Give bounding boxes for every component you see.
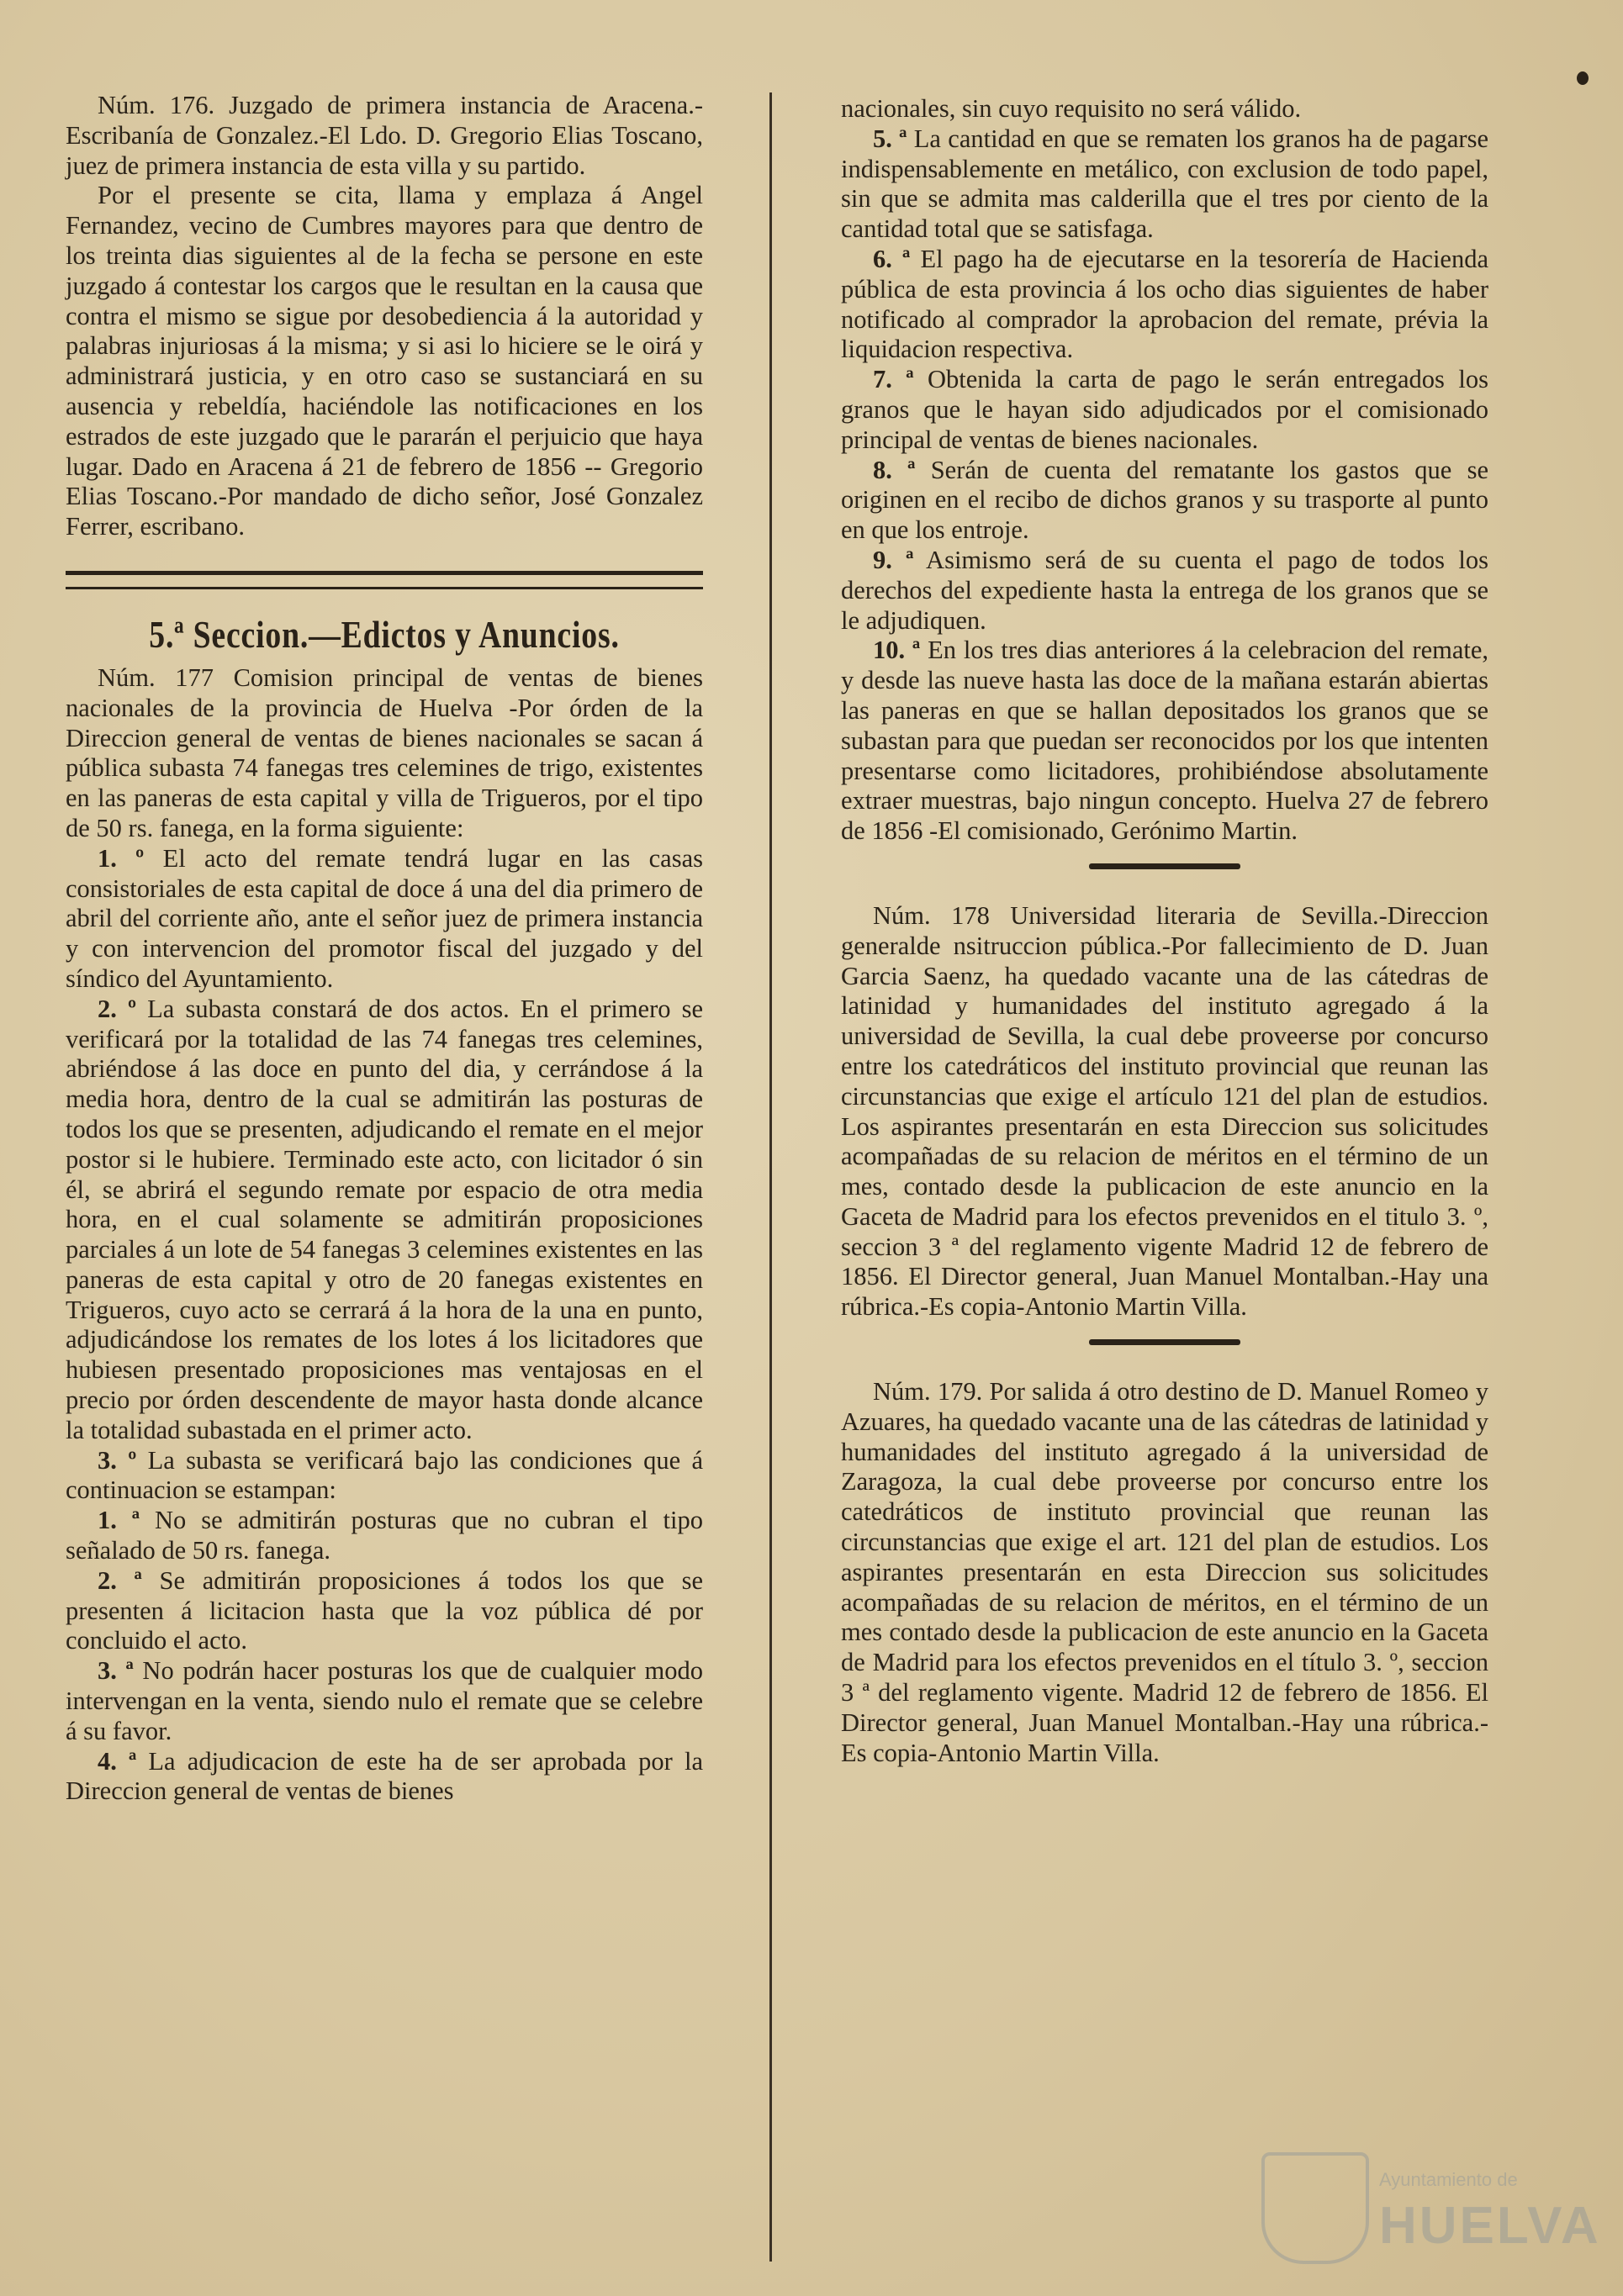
watermark-line2: HUELVA <box>1379 2197 1601 2255</box>
clause-3-text: La subasta se verificará bajo las condiciones que á continuacion se estampan: <box>66 1445 703 1505</box>
notice-176-header-text: Juzgado de primera instancia de Aracena.-Escribanía de Gonzalez.-El Ldo. D. Gregorio Elias Toscano, juez de primera instancia de esta villa y su partido. <box>66 91 703 180</box>
notice-177-intro <box>66 663 703 844</box>
notice-177-number: Núm. 177 <box>98 662 214 692</box>
notice-divider <box>1089 1339 1240 1345</box>
notice-179 <box>841 1377 1488 1768</box>
condition-7 <box>841 365 1488 455</box>
condition-8-number: 8. ª <box>873 455 916 484</box>
clause-2-number: 2. º <box>98 994 137 1023</box>
notice-179-number: Núm. 179. <box>873 1377 983 1407</box>
condition-3-text: No podrán hacer posturas los que de cualquier modo intervengan en la venta, siendo nulo el remate que se celebre á su favor. <box>66 1656 703 1745</box>
clause-2-text: La subasta constará de dos actos. En el primero se verificará por la totalidad de las 74 fanegas tres celemines, abriéndose á las doce en punto del dia, y cerrándose á la media hora, dentro de la cual se admitirán las posturas de todos los que se presenten, adjudicando el remate en el mejor postor si le hubiere. Terminado este acto, con licitador ó sin él, se abrirá el segundo remate por espacio de otra media hora, en el cual solamente se admitirán proposiciones parciales á un lote de 54 fanegas 3 celemines existentes en las paneras de esta capital y otro de 20 fanegas existentes en Trigueros, cuyo acto se cerrará á la hora de la una en punto, adjudicándose los remates de los lotes á los licitadores que hubiesen presentado proposiciones mas ventajosas en el precio por órden descendente de mayor hasta donde alcance la totalidad subastada en el primer acto. <box>66 994 703 1444</box>
condition-3-number: 3. ª <box>98 1656 134 1686</box>
condition-9-text: Asimismo será de su cuenta el pago de todos los derechos del expediente hasta la entrega de los granos que se le adjudiquen. <box>841 545 1488 635</box>
condition-2-number: 2. ª <box>98 1565 142 1595</box>
condition-5-number: 5. ª <box>873 124 907 153</box>
notice-divider <box>1089 863 1240 869</box>
condition-4-number: 4. ª <box>98 1746 137 1776</box>
clause-3 <box>66 1446 703 1507</box>
condition-6-number: 6. ª <box>873 244 911 273</box>
condition-4-text: La adjudicacion de este ha de ser aprobada por la Direccion general de ventas de bienes <box>66 1746 703 1806</box>
condition-8 <box>841 456 1488 546</box>
column-divider <box>769 92 772 2262</box>
left-column <box>66 91 703 1807</box>
section-divider <box>66 571 703 589</box>
condition-5-text: La cantidad en que se rematen los granos ha de pagarse indispensablemente en metálico, con exclusion de todo papel, sin que se admita mas calderilla que el tres por ciento de la cantidad total que se satisfaga. <box>841 124 1488 244</box>
clause-2 <box>66 995 703 1446</box>
notice-177-intro-text: Comision principal de ventas de bienes nacionales de la provincia de Huelva -Por órden de la Direccion general de ventas de bienes nacionales se sacan á pública subasta 74 fanegas tres celemines de trigo, existentes en las paneras de esta capital y villa de Trigueros, por el tipo de 50 rs. fanega, en la forma siguiente: <box>66 662 704 842</box>
condition-7-text: Obtenida la carta de pago le serán entregados los granos que le hayan sido adjudicados por el comisionado principal de ventas de bienes nacionales. <box>841 365 1488 454</box>
notice-179-text: Por salida á otro destino de D. Manuel Romeo y Azuares, ha quedado vacante una de las cátedras de latinidad y humanidades del instituto agregado á la universidad de Zaragoza, la cual debe proveerse por concurso entre los catedráticos de instituto provincial que reunan las circunstancias que exige el art. 121 del plan de estudios. Los aspirantes presentarán en esta Direccion sus solicitudes acompañadas de su relacion de méritos, en el término de un mes contado desde la publicacion de este anuncio en la Gaceta de Madrid para los efectos prevenidos en el título 3. º, seccion 3 ª del reglamento vigente. Madrid 12 de febrero de 1856. El Director general, Juan Manuel Montalban.-Hay una rúbrica.-Es copia-Antonio Martin Villa. <box>841 1377 1488 1767</box>
watermark-line1: Ayuntamiento de <box>1379 2169 1518 2190</box>
condition-1-number: 1. ª <box>98 1506 140 1535</box>
condition-2-text: Se admitirán proposiciones á todos los que se presenten á licitacion hasta que la voz pública dé por concluido el acto. <box>66 1565 704 1655</box>
condition-1-text: No se admitirán posturas que no cubran el tipo señalado de 50 rs. fanega. <box>66 1506 703 1565</box>
watermark-logo <box>1261 2152 1601 2262</box>
notice-178-text: Universidad literaria de Sevilla.-Direccion generalde nsitruccion pública.-Por fallecimiento de D. Juan Garcia Saenz, ha quedado vacante una de las cátedras de latinidad y humanidades del instituto agregado á la universidad de Sevilla, la cual debe proveerse por concurso entre los catedráticos del instituto provincial que reunan las circunstancias que exige el artículo 121 del plan de estudios. Los aspirantes presentarán en esta Direccion sus solicitudes acompañadas de su relacion de méritos en el término de un mes, contado desde la publicacion de este anuncio en la Gaceta de Madrid para los efectos prevenidos en el titulo 3. º, seccion 3 ª del reglamento vigente Madrid 12 de febrero de 1856. El Director general, Juan Manuel Montalban.-Hay una rúbrica.-Es copia-Antonio Martin Villa. <box>841 900 1489 1322</box>
clause-1 <box>66 844 703 995</box>
condition-5 <box>841 124 1488 245</box>
condition-9-number: 9. ª <box>873 545 914 574</box>
condition-10-number: 10. ª <box>873 636 921 665</box>
city-seal-icon <box>1261 2152 1369 2264</box>
notice-176-body: Por el presente se cita, llama y emplaza á Angel Fernandez, vecino de Cumbres mayores para que dentro de los treinta dias siguientes al de la fecha se persone en este juzgado á contestar los cargos que le resultan en la causa que contra el mismo se sigue por desobediencia á la autoridad y palabras injuriosas á la misma; y si asi lo hiciere se le oirá y administrará justicia, y en otro caso se sustanciará en su ausencia y rebeldía, haciéndole las notificaciones en los estrados de este juzgado que le pararán el perjuicio que haya lugar. Dado en Aracena á 21 de febrero de 1856 -- Gregorio Elias Toscano.-Por mandado de dicho señor, José Gonzalez Ferrer, escribano. <box>66 181 703 541</box>
clause-1-text: El acto del remate tendrá lugar en las casas consistoriales de esta capital de doce á una del dia primero de abril del corriente año, ante el señor juez de primera instancia y con intervencion del promotor fiscal del juzgado y del síndico del Ayuntamiento. <box>66 843 703 993</box>
condition-3 <box>66 1656 703 1746</box>
clause-3-number: 3. º <box>98 1445 137 1475</box>
condition-10 <box>841 636 1488 847</box>
condition-10-text: En los tres dias anteriores á la celebracion del remate, y desde las nueve hasta las doce de la mañana estarán abiertas las paneras en que se hallan depositados los granos que se subastan para que puedan ser reconocidos por los que intenten presentarse como licitadores, prohibiéndose absolutamente extraer muestras, bajo ningun concepto. Huelva 27 de febrero de 1856 -El comisionado, Gerónimo Martin. <box>841 636 1488 846</box>
condition-6-text: El pago ha de ejecutarse en la tesorería de Hacienda pública de esta provincia á los ocho dias siguientes de haber notificado al comprador la aprobacion del remate, prévia la liquidacion respectiva. <box>841 244 1488 364</box>
condition-7-number: 7. ª <box>873 365 914 394</box>
condition-2 <box>66 1566 703 1656</box>
condition-4-continued: nacionales, sin cuyo requisito no será válido. <box>841 94 1302 123</box>
condition-4 <box>66 1747 703 1808</box>
condition-6 <box>841 245 1488 365</box>
ink-mark <box>1577 71 1589 85</box>
section-title: 5.ª Seccion.—Edictos y Anuncios. <box>149 612 620 656</box>
notice-176-number: Núm. 176. <box>98 91 215 119</box>
right-column <box>841 94 1488 1768</box>
condition-1 <box>66 1506 703 1566</box>
condition-8-text: Serán de cuenta del rematante los gastos que se originen en el recibo de dichos granos y su trasporte al punto en que los entroje. <box>841 455 1488 545</box>
notice-176-heading <box>66 91 703 181</box>
notice-178-number: Núm. 178 <box>873 900 990 930</box>
clause-1-number: 1. º <box>98 843 145 873</box>
notice-178 <box>841 901 1488 1322</box>
condition-9 <box>841 546 1488 636</box>
